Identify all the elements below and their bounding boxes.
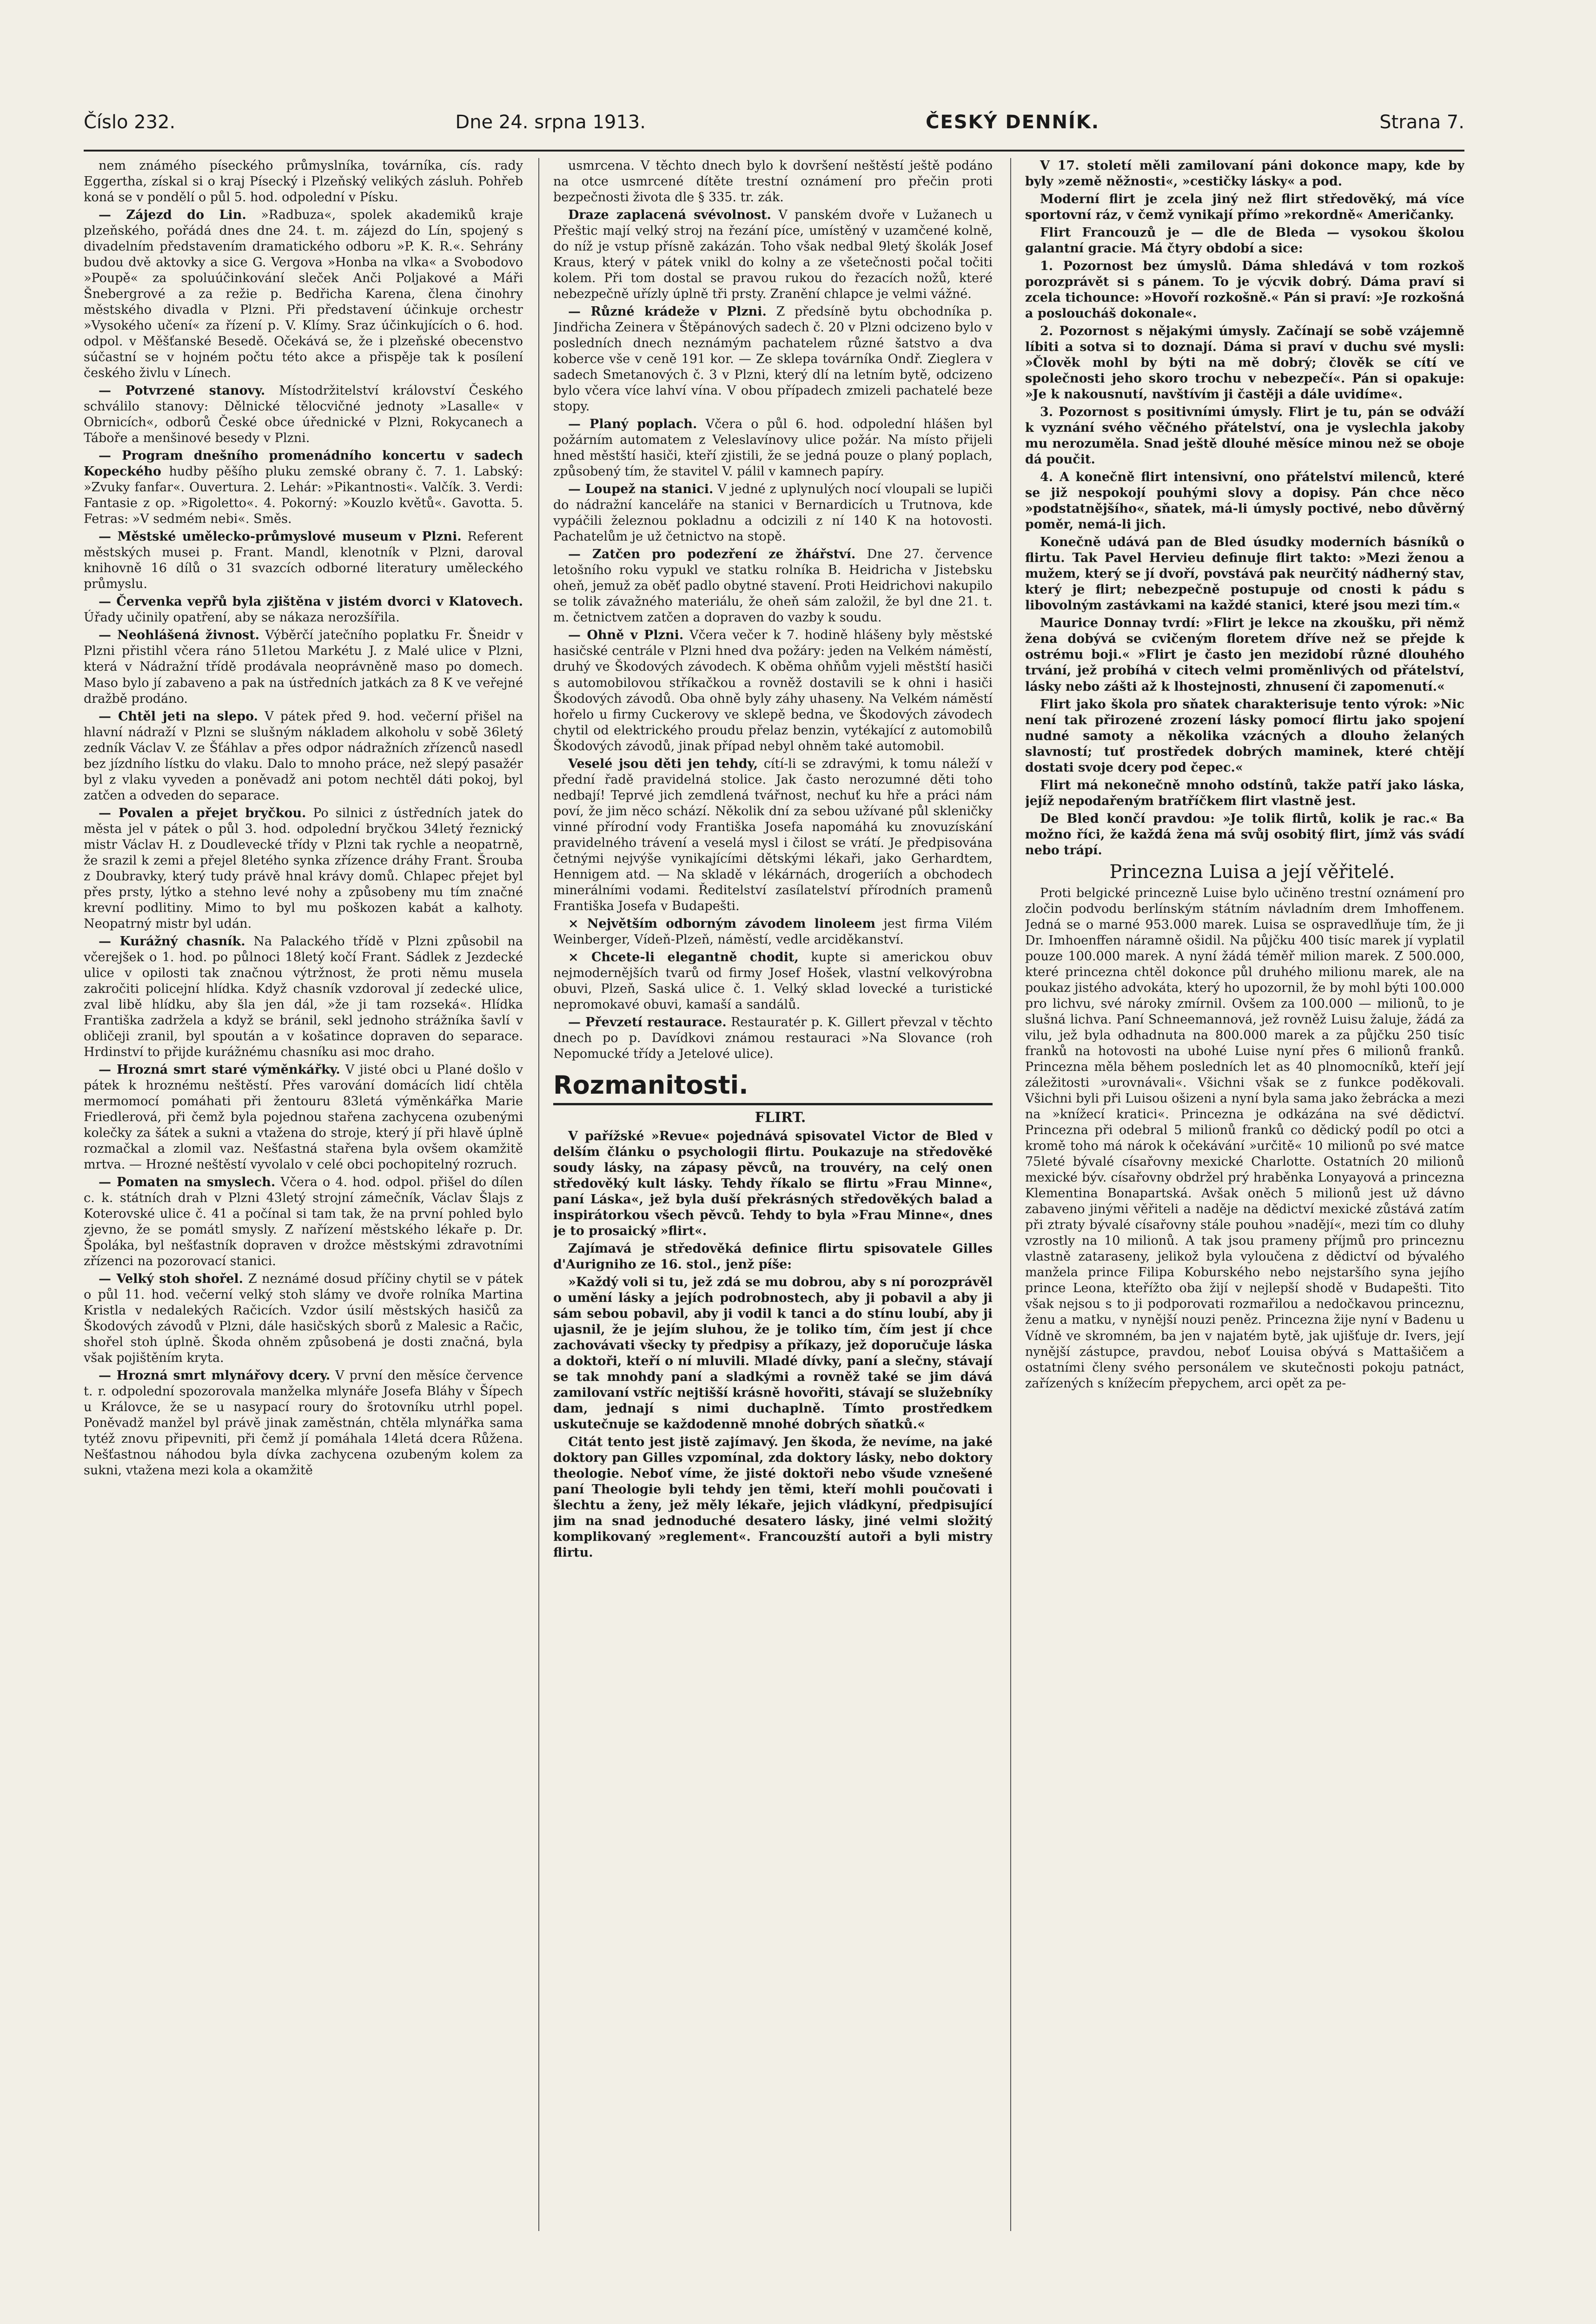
- paragraph-text: V 17. století měli zamilovaní páni dokonce mapy, kde by byly »země něžnosti«, »cestičky lásky« a pod.: [1025, 158, 1464, 189]
- paragraph-text: Citát tento jest jistě zajímavý. Jen škoda, že nevíme, na jaké doktory pan Gilles vzpomínal, zda doktory lásky, nebo doktory theologie. Neboť víme, že jisté doktoři nebo všude vznešené paní Theologie byli tehdy jen těmi, kteří mohli poučovati i šlechtu a ženy, jež měly lékaře, jejich vládkyní, předpisující jim na snad jednoduché desatero lásky, jiné velmi složitý komplikovaný »reglement«. Francouzští autoři a byli mistry flirtu.: [553, 1435, 993, 1560]
- paragraph: [84, 1062, 523, 1173]
- paragraph: [84, 934, 523, 1060]
- paragraph: [553, 756, 993, 914]
- flirt-article: [553, 1129, 993, 1561]
- paragraph-text: V pařížské »Revue« pojednává spisovatel Victor de Bled v delším článku o psychologii flirtu. Poukazuje na středověké soudy lásky, na zápasy pěvců, na trouvéry, na celý onen středověký kult lásky. Tehdy říkalo se flirtu »Frau Minne«, paní Láska«, jež byla duší překrásných středověkých balad a inspirátorkou všech pěvců. Tehdy to byla »Frau Minne«, dnes je to prosaický »flirt«.: [553, 1129, 993, 1238]
- paragraph-text: Na Palackého třídě v Plzni způsobil na včerejšek o 1. hod. po půlnoci 18letý kočí Frant. Sádlek z Jezdecké ulice v opilosti tak značnou výtržnost, že proti němu musela zakročiti policejní hlídka. Když chasník vzdoroval jí zedecké ulice, zval libě hlídku, aby šla jen dál, »že ji tam rozseká«. Hlídka Františka zadržela a když se bránil, sekl jednoho strážníka šavlí v obličeji zranil, byl spoután a v košatince dopraven do separace. Hrdinství to přijde kurážnému chasníku asi moc draho.: [84, 934, 523, 1059]
- paragraph-heading: — Zájezd do Lin.: [99, 208, 246, 223]
- paragraph-text: Maurice Donnay tvrdí: »Flirt je lekce na zkoušku, při němž žena dobývá se cvičeným floretem dříve než se přejde k ostrému boji.« »Flirt je často jen mezidobí různé dlouhého trvání, jež probíhá v citech velmi proměnlivých od přátelství, lásky nebo zášti až k lhostejnosti, zhnusení či zapomenutí.«: [1025, 616, 1464, 694]
- section-rule: [553, 1103, 993, 1105]
- masthead: ČESKÝ DENNÍK.: [926, 112, 1100, 133]
- paragraph: [84, 448, 523, 527]
- paragraph-heading: — Převzetí restaurace.: [568, 1015, 727, 1030]
- paragraph: [1025, 615, 1464, 694]
- column-divider-1: [538, 158, 539, 2231]
- paragraph-heading: — Hrozná smrt mlynářovy dcery.: [99, 1368, 331, 1383]
- paragraph: [553, 950, 993, 1013]
- paragraph: [553, 416, 993, 480]
- paragraph: [1025, 885, 1464, 1392]
- paragraph-heading: — Potvrzené stanovy.: [99, 383, 265, 398]
- paragraph-text: Včera o 4. hod. odpol. přišel do dílen c. k. státních drah v Plzni 43letý strojní zámečník, Václav Šlajs z Koterovské ulice č. 41 a počínal si tam tak, že na první pohled bylo zjevno, že se pomátl smysly. Z nařízení městského lékaře p. Dr. Špoláka, byl nešťastník dopraven v drožce městskými zdravotními zřízenci na pozorovací stanici.: [84, 1175, 523, 1269]
- paragraph: [1025, 469, 1464, 533]
- flirt-article-continued: [1025, 158, 1464, 858]
- paragraph-text: V první den měsíce července t. r. odpolední spozorovala manželka mlynáře Josefa Bláhy v Šípech u Královce, že se u nasypací roury do šrotovníku utrhl popel. Poněvadž manžel byl právě jinak zaměstnán, chtěla mlynářka sama tytéž znovu připevniti, při čemž jí pomáhala 14letá dcera Růžena. Nešťastnou náhodou byla dívka zachycena ozubeným kolem za sukni, vtažena mezi kola a okamžitě: [84, 1368, 523, 1478]
- paragraph: [553, 916, 993, 948]
- paragraph-text: De Bled končí pravdou: »Je tolik flirtů, kolik je rac.« Ba možno říci, že každá žena má svůj osobitý flirt, jímž vás svádí nebo trápí.: [1025, 811, 1464, 858]
- paragraph-text: jest firma Vilém Weinberger, Vídeň-Plzeň, náměstí, vedle arciděkanství.: [553, 916, 993, 947]
- paragraph: [84, 805, 523, 932]
- paragraph-heading: — Velký stoh shořel.: [99, 1272, 244, 1287]
- paragraph: [1025, 811, 1464, 858]
- paragraph-heading: Flirt Francouzů: [1040, 225, 1156, 240]
- issue-number: Číslo 232.: [84, 112, 176, 133]
- paragraph-text: V jedné z uplynulých nocí vloupali se lupiči do nádražní kanceláře na stanici v Bernardicích u Trutnova, kde vypáčili železnou pokladnu a odcizili z ní 140 K na hotovosti. Pachatelům je už četnictvo na stopě.: [553, 482, 993, 544]
- paragraph-text: Dne 27. července letošního roku vypukl ve statku rolníka B. Heidricha v Jistebsku oheň, jemuž za oběť padlo obytné stavení. Proti Heidrichovi nakupilo se tolik závažného materiálu, že oheň sám založil, že byl dne 21. t. m. četnictvem zatčen a dopraven do vazby k soudu.: [553, 547, 993, 625]
- paragraph-text: je zcela jiný než flirt středověký, má více sportovní ráz, v čemž vynikají přímo »rekordně« Američanky.: [1025, 192, 1464, 223]
- paragraph: [1025, 324, 1464, 403]
- paragraph-text: 3. Pozornost s positivními úmysly. Flirt je tu, pán se odváží k vyznání svého věčného přátelství, ona je vyslechla jakoby mu nerozuměla. Snad ještě dlouhé měsíce minou než se oboje dá poučit.: [1025, 405, 1464, 467]
- paragraph-heading: × Chcete-li elegantně chodit,: [568, 950, 799, 964]
- paragraph-text: »Každý voli si tu, jež zdá se mu dobrou, aby s ní porozprávěl o umění lásky a jejích podrobnostech, aby ji pobavil a aby ji sám sebou pobavil, aby ji vodil k tanci a do stínu loubí, aby ji ujasnil, že je jejím sluhou, že je toliko tím, čím jest jí chce zachovávati všecky ty předpisy a příkazy, jež doporučuje láska a doktoři, kteří o ní mluvili. Mladé dívky, paní a slečny, stávají se tak mnohdy paní a sladkými a rovněž také se jim dává zamilovaní vstříc nejtišší krásně hovořiti, stávají se služebníky dam, jednají s nimi duchaplně. Tímto prostředkem uskutečnuje se každodenně mnohé dobrých sňatků.«: [553, 1274, 993, 1432]
- paragraph: [553, 482, 993, 545]
- newspaper-page: [84, 112, 1464, 2250]
- paragraph-text: V panském dvoře v Lužanech u Přeštic mají velký stroj na řezání píce, umístěný v uzamčené kolně, do níž je vstup přísně zakázán. Toho však nedbal 9letý školák Josef Kraus, který v pátek vnikl do kolny a ze všetečnosti počal točiti kolem. Při tom dostal se pravou rukou do řezacích nožů, které nebezpečně uřízly úplně tři prsty. Zranění chlapce je velmi vážné.: [553, 208, 993, 302]
- paragraph: [84, 529, 523, 592]
- paragraph: [553, 1015, 993, 1062]
- paragraph: [84, 709, 523, 804]
- paragraph-text: usmrcena. V těchto dnech bylo k dovršení neštěstí ještě podáno na otce usmrcené dítěte trestní oznámení pro přečin proti bezpečnosti života dle § 335. tr. zák.: [553, 158, 993, 205]
- issue-date: Dne 24. srpna 1913.: [455, 112, 646, 133]
- paragraph: [553, 627, 993, 754]
- paragraph: [553, 158, 993, 205]
- paragraph: [1025, 225, 1464, 257]
- paragraph: [553, 547, 993, 626]
- paragraph-heading: Moderní flirt: [1040, 192, 1136, 207]
- paragraph-heading: — Pomaten na smyslech.: [99, 1175, 276, 1189]
- paragraph-text: Proti belgické princezně Luise bylo učiněno trestní oznámení pro zločin podvodu berlínským státním návladním drem Imhoffenem. Jedná se o marné 953.000 marek. Luisa se ospravedlňuje tím, že ji Dr. Imhoenffen náramně ošidil. Na půjčku 400 tisíc marek jí vyplatil pouze 100.000 marek. A nyní žádá téměř milion marek. Z 500.000, které princezna chtěl dokonce půl druhého milionu marek, ale na poukaz jistého advokáta, který ho upozornil, že by mohl býti 100.000 pro lichvu, své nároky zmírnil. Ovšem za 100.000 — milionů, to je slušná lichva. Paní Schneemannová, jež rovněž Luisu žaluje, žádá za vilu, jež byla odhadnuta na 800.000 marek a za půjčku 250 tisíc franků na hotovosti na ubohé Luise nyní přes 6 milionů franků. Princezna měla během posledních let as 40 plnomocníků, kteří její záležitosti »urovnávali«. Všichni však se z funkce poděkovali. Všichni byli při Luisou ošizeni a nyní byla sama jako žebrácka a mezi na »knížecí kratici«. Princezna je odkázána na své dědictví. Princezna při odebral 5 milionů franků co dědický podíl po otci a kromě toho má nárok k očekávání »určitě« 10 milionů po své matce 75leté bývalé císařovny mexické Charlotte. Ostatních 20 milionů mexické býv. císařovny obdržel prý hraběnka Lonyayová a princezna Klementina Bonapartská. Avšak oněch 5 milionů jest už dávno zabaveno jinými věřiteli a naděje na dědictví mexické zůstává zatím při ztraty bývalé císařovny stále pouhou »nadějí«, mezi tím co dluhy vzrostly na 10 milionů. A tak jsou prameny příjmů pro princeznu vlastně zataraseny, jelikož byla vyloučena z dědictví od bývalého manžela prince Filipa Koburského nebo nejstaršího syna jejího prince Leona, kteřížto oba žijí v nejlepší shodě v Budapešti. Tito však nejsou s to ji podporovati rozmařilou a nedočkavou princeznu, ženu a matku, v nynější nouzi peněz. Princezna žije nyní v Badenu u Vídně ve skromném, ba jen v najatém bytě, jak ujišťuje dr. Ivers, její nynější zástupce, pravdou, neboť Louisa obývá s Mattašičem a ostatními členy svého personálem ve skutečnosti pokoju patnáct, zařízených s knížecím přepychem, arci opět za pe-: [1025, 886, 1464, 1391]
- paragraph: [1025, 535, 1464, 614]
- paragraph-heading: — Planý poplach.: [568, 417, 697, 432]
- luisa-article: [1025, 885, 1464, 1392]
- paragraph: [84, 158, 523, 205]
- column-2: [553, 158, 993, 2240]
- paragraph-text: 1. Pozornost bez úmyslů. Dáma shledává v tom rozkoš porozprávět si s pánem. To je výcvik dobrý. Dáma praví si zcela tichounce: »Hovoří rozkošně.« Pán si praví: »Je rozkošná a posloucháš dokonale«.: [1025, 259, 1464, 321]
- paragraph-text: cítí-li se zdravými, k tomu náleží v přední řadě pravidelná stolice. Jak často nerozumné děti toho nedbají! Teprvé jich zemdlená tvářnost, nechuť ku hře a práci nám poví, že jim něco schází. Několik dní za sebou užívané půl skleničky vinné přírodní vody Františka Josefa napomáhá ku znovuzískání pravidelného trávení a veselá mysl i čilost se vrátí. Je předpisována četnými nejvýše vynikajícími dětskými lékaři, jako Gerhardtem, Hennigem atd. — Na skladě v lékárnách, drogeriích a obchodech minerálními vodami. Ředitelství zasílatelství přírodních pramenů Františka Josefa v Budapešti.: [553, 756, 993, 913]
- paragraph: [1025, 778, 1464, 809]
- page-number: Strana 7.: [1379, 112, 1464, 133]
- paragraph-text: Flirt jako škola pro sňatek charakterisuje tento výrok: »Nic není tak přirozené zrození lásky pomocí flirtu jako spojení nudné samoty a několika vzácných a dlouho želaných slavností; tuť prostředek dobrých maminek, které chtějí dostati svoje dcery pod čepec.«: [1025, 697, 1464, 775]
- paragraph-heading: — Loupež na stanici.: [568, 482, 714, 497]
- paragraph-heading: — Hrozná smrt staré výměnkářky.: [99, 1062, 340, 1077]
- paragraph: [84, 627, 523, 706]
- column-1: [84, 158, 523, 2240]
- paragraph: [1025, 258, 1464, 322]
- paragraph-text: Restauratér p. K. Gillert převzal v těchto dnech po p. Davídkovi známou restauraci »Na Slovance (roh Nepomucké třídy a Jetelové ulice).: [553, 1015, 993, 1061]
- paragraph-text: Výběrčí jatečního poplatku Fr. Šneidr v Plzni přistihl včera ráno 51letou Markétu J. z Malé ulice v Plzni, která v Nádražní třídě prodávala neoprávněně maso po domech. Maso bylo jí zabaveno a pak na ústředních jatkách za 8 K ve veřejné dražbě prodáno.: [84, 628, 523, 706]
- paragraph: [1025, 697, 1464, 776]
- article-title-flirt: FLIRT.: [755, 1109, 806, 1126]
- column-divider-2: [1010, 158, 1011, 2231]
- paragraph-heading: — Městské umělecko-průmyslové museum v Plzni.: [99, 529, 462, 544]
- paragraph-text: hudby pěšího pluku zemské obrany č. 7. 1. Labský: »Zvuky fanfar«. Ouvertura. 2. Lehár: »Pikantnosti«. Valčík. 3. Verdi: Fantasie z op. »Rigoletto«. 4. Pokorný: »Kouzlo květů«. Gavotta. 5. Fetras: »V sedmém nebi«. Směs.: [84, 464, 523, 527]
- paragraph-heading: × Největším odborným závodem linoleem: [568, 916, 876, 931]
- paragraph: [553, 207, 993, 302]
- paragraph-text: Místodržitelství království Českého schválilo stanovy: Dělnické tělocvičné jednoty »Lasalle« v Obrnicích«, odborů České obce úřednické v Plzni, Rokycanech a Táboře a menšinové besedy v Plzni.: [84, 383, 523, 446]
- paragraph-heading: — Povalen a přejet bryčkou.: [99, 805, 306, 820]
- paragraph: [84, 207, 523, 381]
- paragraph: [1025, 404, 1464, 468]
- paragraph-heading: — Ohně v Plzni.: [568, 628, 684, 643]
- paragraph: [84, 1368, 523, 1479]
- paragraph-text: Flirt má nekonečně mnoho odstínů, takže patří jako láska, jejíž nepodařeným bratříčkem flirt vlastně jest.: [1025, 778, 1464, 808]
- header-rule: [84, 150, 1464, 152]
- page-header: [84, 112, 1464, 149]
- paragraph-text: Referent městských musei p. Frant. Mandl, klenotník v Plzni, daroval knihovně 16 dílů o 31 svazcích odborné literatury uměleckého průmyslu.: [84, 529, 523, 592]
- paragraph-heading: — Různé krádeže v Plzni.: [568, 304, 767, 319]
- paragraph-text: V pátek před 9. hod. večerní přišel na hlavní nádraží v Plzni se slušným nákladem alkoholu v sobě 36letý zedník Václav V. ze Šťáhlav a přes odpor nádražních zřízenců nasedl bez jízdního lístku do vlaku. Dalo to mnoho práce, než slepý pasažér byl z vlaku vyveden a poněvadž ani potom nechtěl dáti pokoj, byl zatčen a odveden do separace.: [84, 709, 523, 803]
- paragraph: [553, 1241, 993, 1273]
- paragraph: [553, 304, 993, 415]
- paragraph: [1025, 191, 1464, 223]
- paragraph-heading: — Zatčen pro podezření ze žhářství.: [568, 547, 856, 562]
- column-2-news: [553, 158, 993, 1062]
- paragraph-text: 4. A konečně flirt intensivní, ono přátelství milenců, které se již nespokojí pouhými slovy a dopisy. Pán chce něco »podstatnějšího«, sňatek, má-li úmysly poctivé, nebo důvěrný poměr, nemá-li jich.: [1025, 470, 1464, 532]
- paragraph-text: Z neznámé dosud příčiny chytil se v pátek o půl 11. hod. večerní velký stoh slámy ve dvoře rolníka Martina Kristla v nedalekých Račicích. Vzdor úsilí městských hasičů za Škodových závodů v Plzni, dále hasičských sborů z Malesic a Račic, shořel stoh úplně. Škoda ohněm způsobená je dosti značná, byla však pojištěním kryta.: [84, 1272, 523, 1366]
- paragraph-heading: — Program dnešního promenádního koncertu v sadech Kopeckého: [84, 449, 523, 479]
- paragraph: [84, 594, 523, 626]
- paragraph-text: je — dle de Bleda — vysokou školou galantní gracie. Má čtyry období a sice:: [1025, 225, 1464, 256]
- section-title: Rozmanitosti.: [553, 1070, 748, 1100]
- paragraph-text: Z předsíně bytu obchodníka p. Jindřicha Zeinera v Štěpánových sadech č. 20 v Plzni odcizeno bylo v posledních dnech neznámým pachatelem různé šatstvo a dva koberce vše v ceně 191 kor. — Ze sklepa továrníka Ondř. Zieglera v sadech Smetanových č. 3 v Plzni, který dlí na letním bytě, odcizeno bylo včera více lahví vína. V obou případech zmizeli pachatelé beze stopy.: [553, 304, 993, 414]
- paragraph: [84, 1175, 523, 1269]
- paragraph-text: »Radbuza«, spolek akademiků kraje plzeňského, pořádá dnes dne 24. t. m. zájezd do Lín, spojený s divadelním představením dramatického odboru »P. K. R.«. Sehrány budou dvě aktovky a sice G. Vergova »Honba na vlka« a Svobodovo »Poupě« za spoluúčinkování sleček Anči Poljakové a Máři Šnebergrové a za režie p. Bedřicha Karena, člena činohry městského divadla v Plzni. Při představení účinkuje orchestr »Vysokého učení« za řízení p. V. Klímy. Sraz účinkujících o 6. hod. odpol. v Měšťanské Besedě. Očekává se, že i plzeňské obecenstvo súčastní se v hojném počtu této akce a přispěje tak k posílení českého živlu v Línech.: [84, 208, 523, 381]
- paragraph-text: Konečně udává pan de Bled úsudky moderních básníků o flirtu. Tak Pavel Hervieu definuje flirt takto: »Mezi ženou a mužem, který se jí dvoří, povstává pak neurčitý nádherný stav, který je flirt; nebezpečně postupuje od cnosti k pádu s libovolným zastávkami na každé stanici, které jsou mezi tím.«: [1025, 535, 1464, 613]
- paragraph: [84, 383, 523, 446]
- paragraph-text: nem známého píseckého průmyslníka, továrníka, cís. rady Eggertha, získal si o kraj Písecký i Plzeňský velikých zásluh. Pohřeb koná se v pondělí o půl 5. hod. odpolední v Písku.: [84, 158, 523, 205]
- paragraph-heading: — Neohlášená živnost.: [99, 628, 260, 643]
- paragraph: [553, 1434, 993, 1561]
- column-3: [1025, 158, 1464, 2240]
- paragraph-text: V jisté obci u Plané došlo v pátek k hroznému neštěstí. Přes varování domácích lidí chtěla mermomocí pomáhati při žentouru 83letá výměnkářka Marie Friedlerová, při čemž byla pojednou stařena zachycena ozubenými kolečky za šátek a sukni a vtažena do stroje, který jí při hlavě úplně rozmačkal a zlomil vaz. Nešťastná stařena byla ovšem okamžitě mrtva. — Hrozné neštěstí vyvolalo v celé obci pochopitelný rozruch.: [84, 1062, 523, 1172]
- paragraph: [553, 1129, 993, 1239]
- paragraph-text: 2. Pozornost s nějakými úmysly. Začínají se sobě vzájemně líbiti a sotva si to doznají. Dáma si praví v duchu své mysli: »Člověk mohl by býti na mě dobrý; člověk se cítí ve společnosti jeho skoro trochu v nebezpečí«. Pán si opakuje: »Je k nakousnutí, navštívím ji častěji a dále uvidíme«.: [1025, 324, 1464, 402]
- article-title-luisa: Princezna Luisa a její věřitelé.: [1109, 861, 1395, 883]
- paragraph-heading: Draze zaplacená svévolnost.: [568, 208, 771, 223]
- paragraph-heading: — Červenka vepřů byla zjištěna v jistém dvorci v Klatovech.: [99, 594, 523, 609]
- paragraph-text: Včera večer k 7. hodině hlášeny byly městské hasičské centrále v Plzni hned dva požáry: jeden na Velkém náměstí, druhý ve Škodových závodech. K oběma ohňům vyjeli městští hasiči s automobilovou stříkačkou a rovněž dostavili se k ohni i hasiči Škodových závodů. Oba ohně byly záhy uhaseny. Na Velkém náměstí hořelo u firmy Cuckerovy ve sklepě bedna, ve Škodových závodech chytil od elektrického proudu přelaz benzin, vytékající z automobilů Škodových závodů, jinak případ nebyl ohněm také automobil.: [553, 628, 993, 753]
- paragraph-text: Včera o půl 6. hod. odpolední hlášen byl požárním automatem z Veleslavínovy ulice požár. Na místo přijeli hned městští hasiči, kteří zjistili, že se jedná pouze o planý poplach, způsobený tím, že stavitel V. pálil v kamnech papíry.: [553, 417, 993, 479]
- paragraph: [1025, 158, 1464, 190]
- paragraph-heading: — Chtěl jeti na slepo.: [99, 709, 258, 724]
- paragraph-text: Úřady učinily opatření, aby se nákaza nerozšířila.: [84, 610, 400, 625]
- paragraph: [553, 1274, 993, 1433]
- paragraph-text: Po silnici z ústředních jatek do města jel v pátek o půl 3. hod. odpolední bryčkou 34letý řeznický mistr Václav H. z Doudlevecké třídy v Plzni tak rychle a neopatrně, že srazil k zemi a přejel 8letého synka zřízence dráhy Frant. Šrouba z Doubravky, který tudy právě hnal krávy domů. Chlapec přejet byl přes prsty, lýtko a stehno levé nohy a způsobeny mu tím značné krevní podlitiny. Mimo to byl mu poškozen kabát a kalhoty. Neopatrný mistr byl udán.: [84, 805, 523, 931]
- paragraph-text: Zajímavá je středověká definice flirtu spisovatele Gilles d'Aurigniho ze 16. stol., jenž píše:: [553, 1241, 993, 1272]
- paragraph: [84, 1271, 523, 1366]
- paragraph-heading: — Kurážný chasník.: [99, 934, 245, 949]
- paragraph-heading: Veselé jsou děti jen tehdy,: [568, 756, 758, 771]
- paragraph-text: kupte si americkou obuv nejmodernějších tvarů od firmy Josef Hošek, vlastní velkovýrobna obuvi, Plzeň, Saská ulice č. 1. Velký sklad lovecké a turistické nepromokavé obuvi, kamaší a sandálů.: [553, 950, 993, 1012]
